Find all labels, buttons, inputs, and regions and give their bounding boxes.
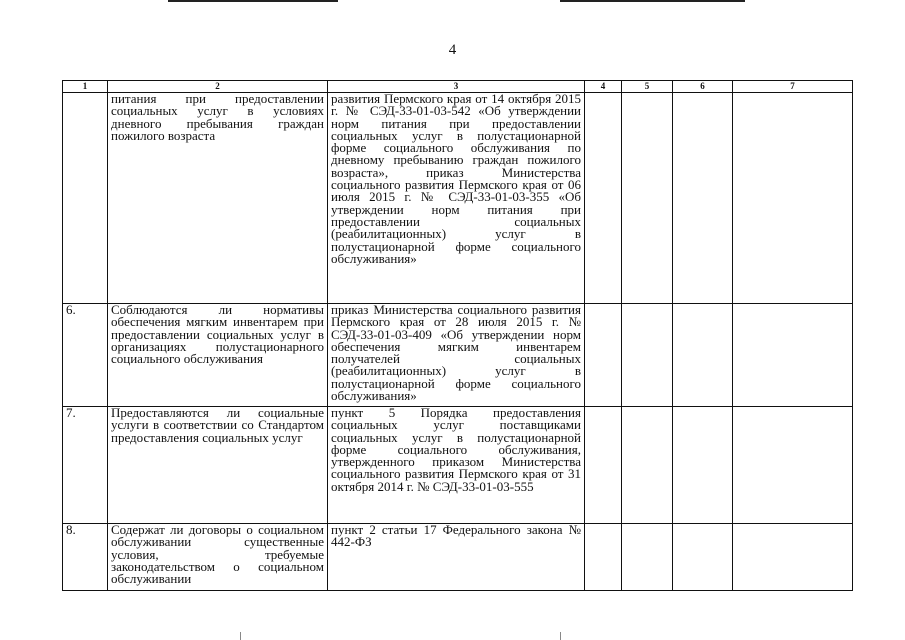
answer-yes-cell xyxy=(585,304,622,407)
not-applicable-cell xyxy=(673,407,733,524)
row-number: 7. xyxy=(63,407,108,524)
legal-basis-cell: пункт 5 Порядка предоставления социальных услуг поставщиками социальных услуг в полустационарной форме социального обслуживания, утвержденного приказом Министерства социального развития Пермского края от 31 октября 2014 г. № СЭД-33-01-03-555 xyxy=(328,407,585,524)
header-cell: 3 xyxy=(328,81,585,93)
table-row xyxy=(63,524,853,591)
inspection-table xyxy=(62,80,853,591)
answer-no-cell xyxy=(622,524,673,591)
not-applicable-cell xyxy=(673,524,733,591)
scan-top-rule-left xyxy=(168,0,338,2)
notes-cell xyxy=(733,524,853,591)
table-row xyxy=(63,304,853,407)
legal-basis-cell: приказ Министерства социального развития Пермского края от 28 июля 2015 г. № СЭД-33-01-03-409 «Об утверждении норм обеспечения мягким инвентарем получателей социальных (реабилитационных) услуг в полустационарной форме социального обслуживания» xyxy=(328,304,585,407)
question-cell: Соблюдаются ли нормативы обеспечения мягким инвентарем при предоставлении социальных услуг в организациях полустационарного социального обслуживания xyxy=(108,304,328,407)
answer-yes-cell xyxy=(585,93,622,304)
header-cell: 7 xyxy=(733,81,853,93)
answer-no-cell xyxy=(622,304,673,407)
table-row xyxy=(63,93,853,304)
table-row xyxy=(63,407,853,524)
notes-cell xyxy=(733,407,853,524)
question-cell: питания при предоставлении социальных услуг в условиях дневного пребывания граждан пожилого возраста xyxy=(108,93,328,304)
header-cell: 5 xyxy=(622,81,673,93)
question-cell: Предоставляются ли социальные услуги в соответствии со Стандартом предоставления социальных услуг xyxy=(108,407,328,524)
scan-top-rule-right xyxy=(560,0,745,2)
notes-cell xyxy=(733,93,853,304)
answer-yes-cell xyxy=(585,524,622,591)
scan-edge-mark xyxy=(560,632,561,640)
legal-basis-cell: развития Пермского края от 14 октября 2015 г. № СЭД-33-01-03-542 «Об утверждении норм питания при предоставлении социальных услуг в полустационарной форме социального обслуживания по дневному пребыванию граждан пожилого возраста», приказ Министерства социального развития Пермского края от 06 июля 2015 г. № СЭД-33-01-03-355 «Об утверждении норм питания при предоставлении социальных (реабилитационных) услуг в полустационарной форме социального обслуживания» xyxy=(328,93,585,304)
header-cell: 1 xyxy=(63,81,108,93)
question-cell: Содержат ли договоры о социальном обслуживании существенные условия, требуемые законодательством о социальном обслуживании xyxy=(108,524,328,591)
row-number xyxy=(63,93,108,304)
header-cell: 6 xyxy=(673,81,733,93)
not-applicable-cell xyxy=(673,304,733,407)
header-cell: 2 xyxy=(108,81,328,93)
answer-no-cell xyxy=(622,407,673,524)
notes-cell xyxy=(733,304,853,407)
page-number: 4 xyxy=(448,42,457,58)
row-number: 6. xyxy=(63,304,108,407)
header-row xyxy=(63,81,853,93)
header-cell: 4 xyxy=(585,81,622,93)
legal-basis-cell: пункт 2 статьи 17 Федерального закона № 442-ФЗ xyxy=(328,524,585,591)
scan-edge-mark xyxy=(240,632,241,640)
not-applicable-cell xyxy=(673,93,733,304)
row-number: 8. xyxy=(63,524,108,591)
answer-no-cell xyxy=(622,93,673,304)
answer-yes-cell xyxy=(585,407,622,524)
